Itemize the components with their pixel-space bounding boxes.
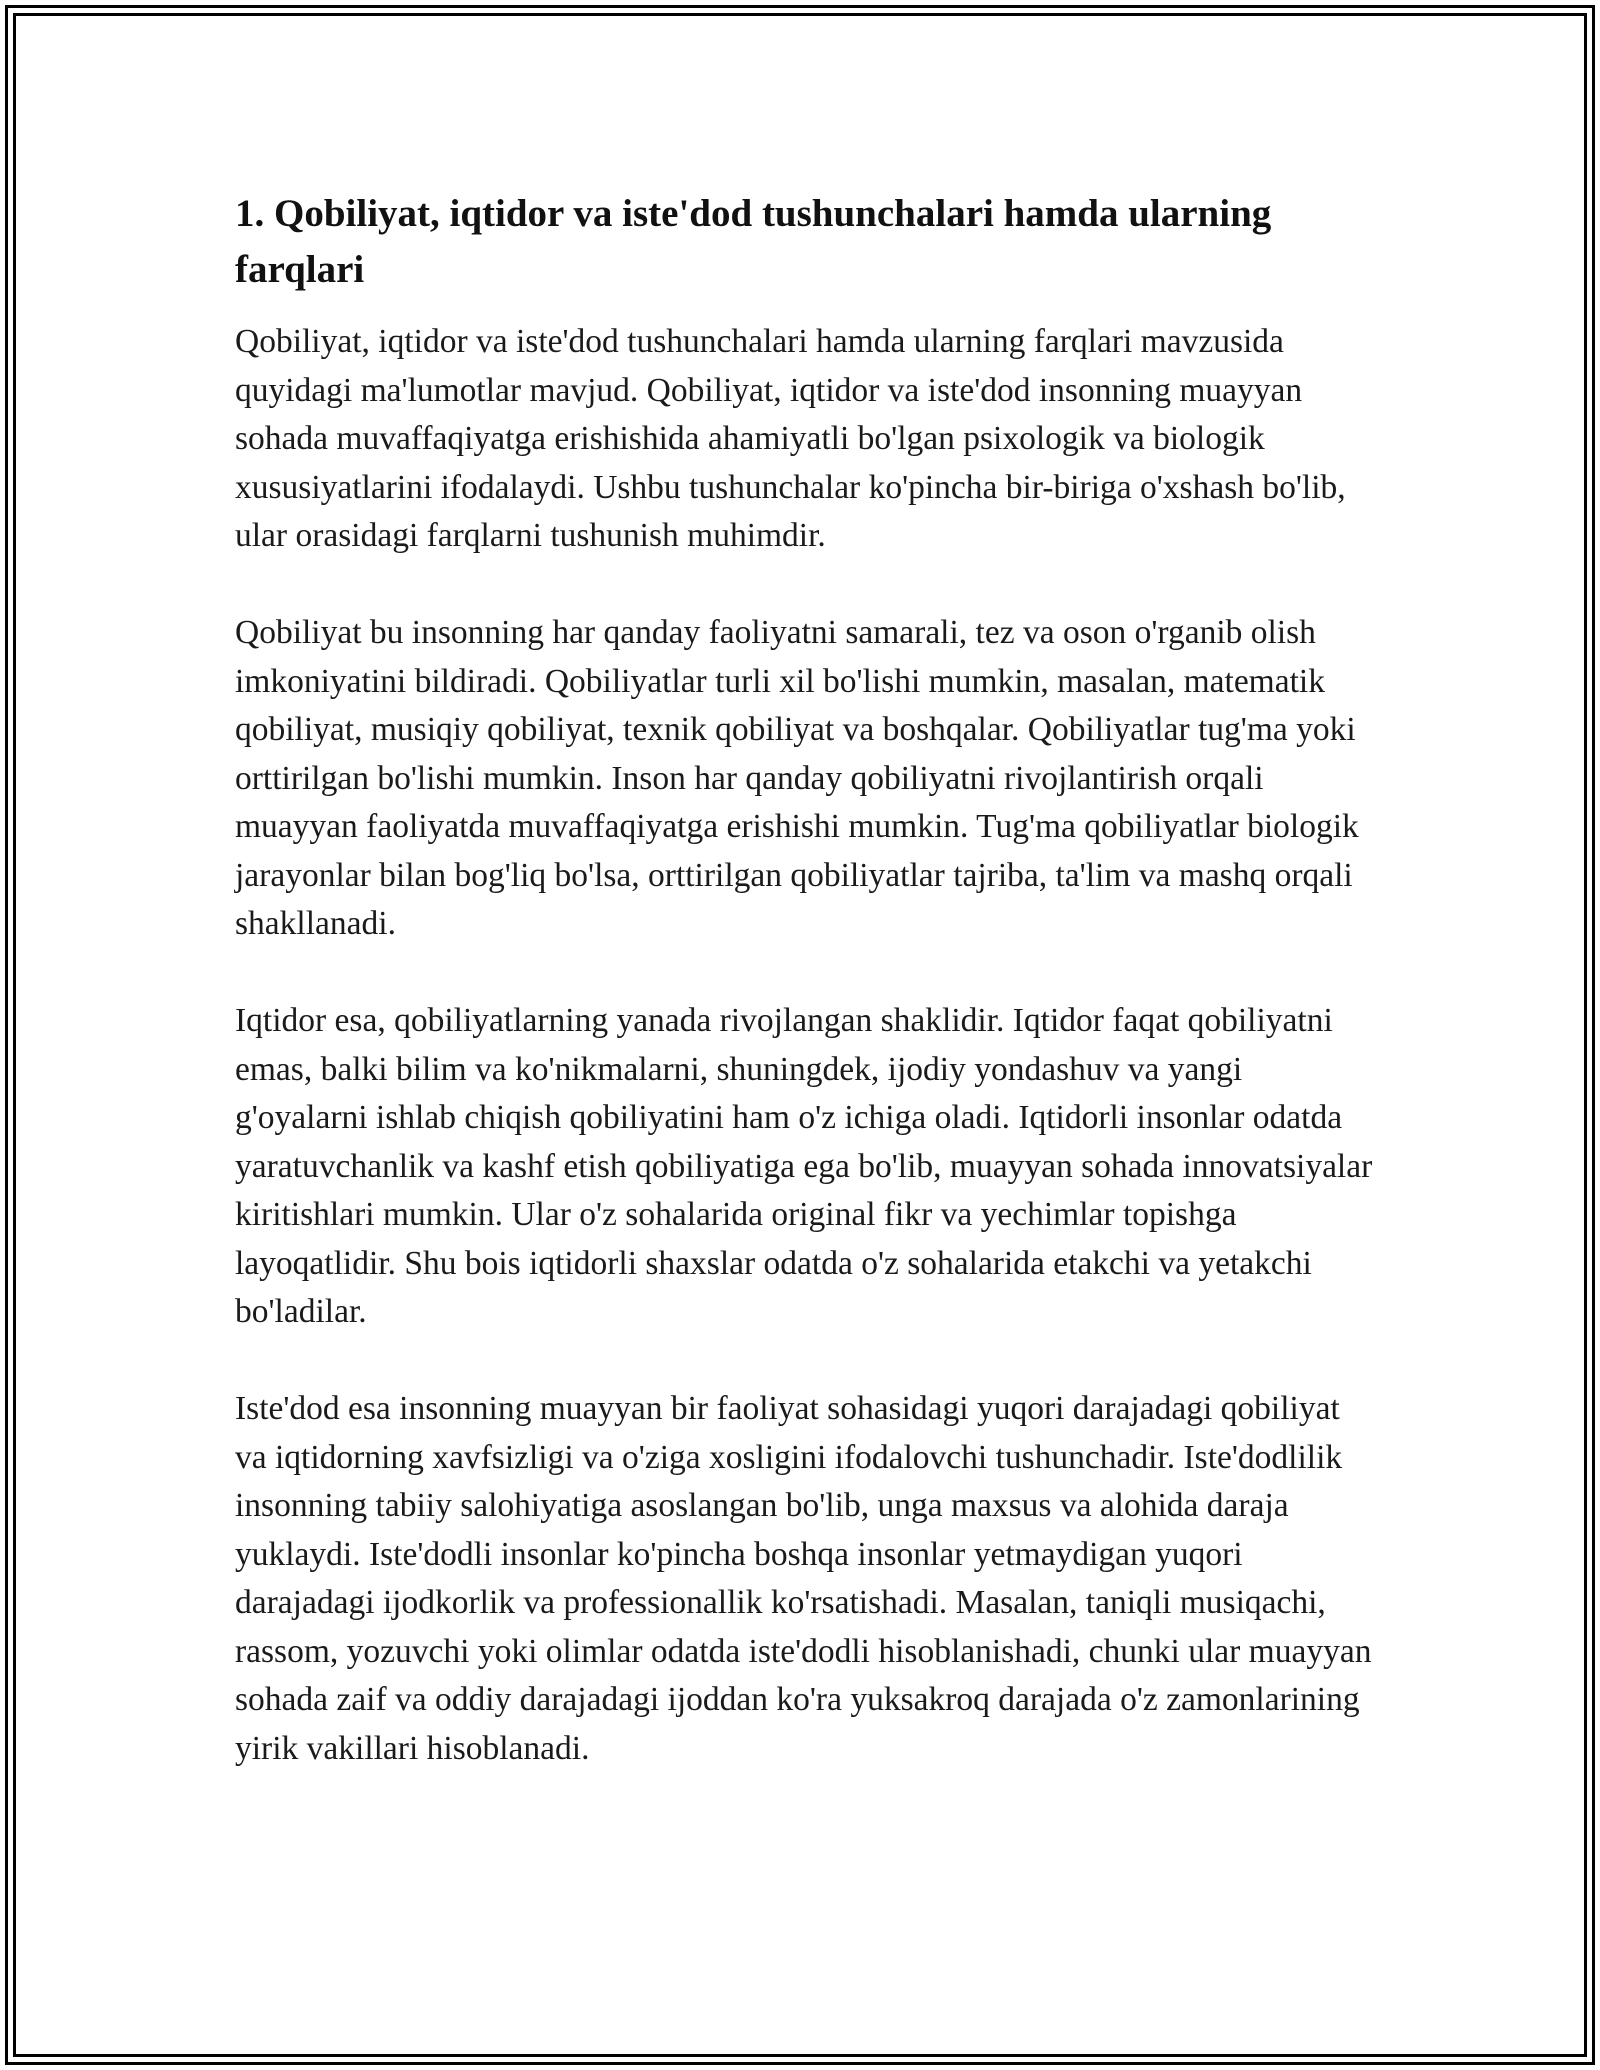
paragraph-intro: Qobiliyat, iqtidor va iste'dod tushunchalari hamda ularning farqlari mavzusida quyidagi ma'lumotlar mavjud. Qobiliyat, iqtidor va iste'dod insonning muayyan sohada muvaffaqiyatga erishishida ahamiyatli bo'lgan psixologik va biologik xususiyatlarini ifodalaydi. Ushbu tushunchalar ko'pincha bir-biriga o'xshash bo'lib, ular orasidagi farqlarni tushunish muhimdir. <box>235 323 1346 554</box>
paragraph-iqtidor: Iqtidor esa, qobiliyatlarning yanada rivojlangan shaklidir. Iqtidor faqat qobiliyatni emas, balki bilim va ko'nikmalarni, shuningdek, ijodiy yondashuv va yangi g'oyalarni ishlab chiqish qobiliyatini ham o'z ichiga oladi. Iqtidorli insonlar odatda yaratuvchanlik va kashf etish qobiliyatiga ega bo'lib, muayyan sohada innovatsiyalar kiritishlari mumkin. Ular o'z sohalarida original fikr va yechimlar topishga layoqatlidir. Shu bois iqtidorli shaxslar odatda o'z sohalarida etakchi va yetakchi bo'ladilar. <box>235 1002 1373 1330</box>
paragraph-qobiliyat: Qobiliyat bu insonning har qanday faoliyatni samarali, tez va oson o'rganib olish imkoniyatini bildiradi. Qobiliyatlar turli xil bo'lishi mumkin, masalan, matematik qobiliyat, musiqiy qobiliyat, texnik qobiliyat va boshqalar. Qobiliyatlar tug'ma yoki orttirilgan bo'lishi mumkin. Inson har qanday qobiliyatni rivojlantirish orqali muayyan faoliyatda muvaffaqiyatga erishishi mumkin. Tug'ma qobiliyatlar biologik jarayonlar bilan bog'liq bo'lsa, orttirilgan qobiliyatlar tajriba, ta'lim va mashq orqali shakllanadi. <box>235 614 1359 942</box>
section-heading: 1. Qobiliyat, iqtidor va iste'dod tushunchalari hamda ularning farqlari <box>235 192 1272 291</box>
paragraph-istedod: Iste'dod esa insonning muayyan bir faoliyat sohasidagi yuqori darajadagi qobiliyat va iqtidorning xavfsizligi va o'ziga xosligini ifodalovchi tushunchadir. Iste'dodlilik insonning tabiiy salohiyatiga asoslangan bo'lib, unga maxsus va alohida daraja yuklaydi. Iste'dodli insonlar ko'pincha boshqa insonlar yetmaydigan yuqori darajadagi ijodkorlik va professionallik ko'rsatishadi. Masalan, taniqli musiqachi, rassom, yozuvchi yoki olimlar odatda iste'dodli hisoblanishadi, chunki ular muayyan sohada zaif va oddiy darajadagi ijoddan ko'ra yuksakroq darajada o'z zamonlarining yirik vakillari hisoblanadi. <box>235 1390 1372 1767</box>
document-body <box>235 186 1375 1822</box>
